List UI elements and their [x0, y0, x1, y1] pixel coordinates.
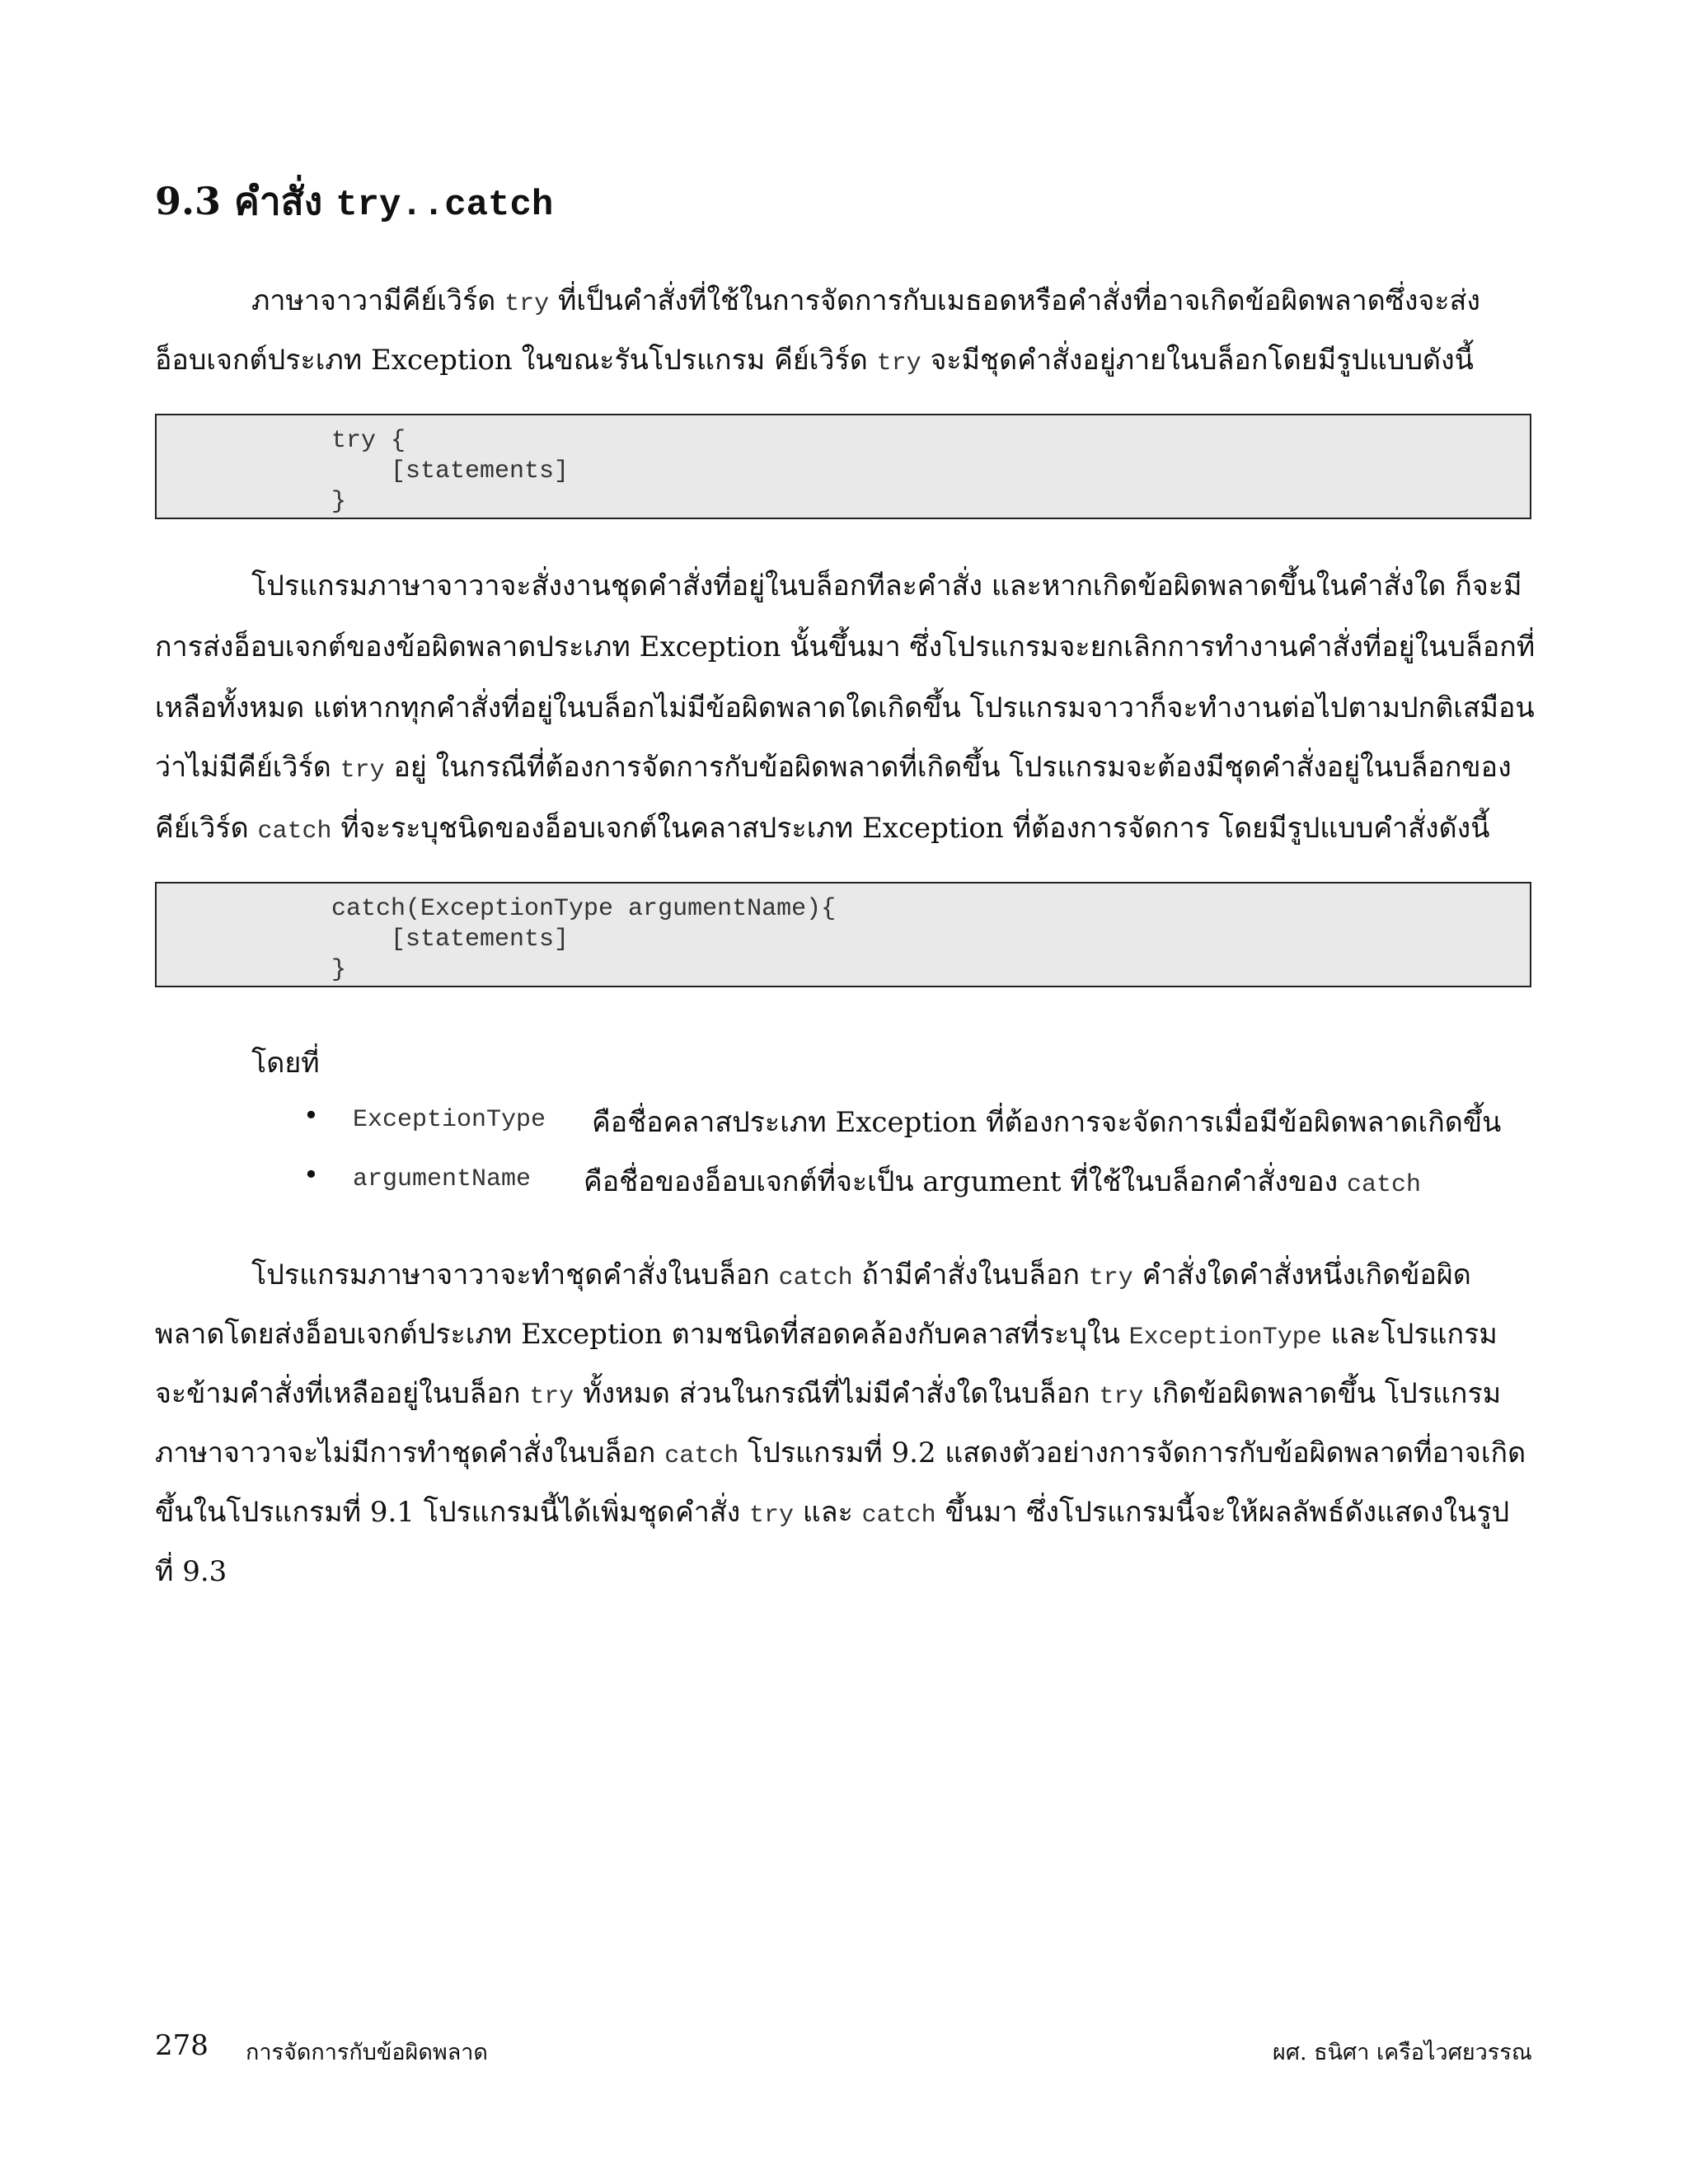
where-label: โดยที่ — [251, 1047, 320, 1080]
bullet-desc — [584, 1159, 1421, 1203]
para3-text: คำสั่งใดคำสั่งหนึ่งเกิดข้อผิด — [1132, 1258, 1471, 1291]
section-heading — [155, 171, 553, 232]
para2-line1: โปรแกรมภาษาจาวาจะสั่งงานชุดคำสั่งที่อยู่ในบล็อกทีละคำสั่ง และหากเกิดข้อผิดพลาดขึ้นในคำสั่งใด ก็จะมี — [251, 569, 1522, 602]
inline-code: try — [876, 349, 921, 377]
page-number: 278 — [155, 2029, 209, 2062]
para2-text: ที่จะระบุชนิดของอ็อบเจกต์ในคลาสประเภท Exception ที่ต้องการจัดการ โดยมีรูปแบบคำสั่งดังนี้ — [331, 812, 1490, 845]
para2-line2: การส่งอ็อบเจกต์ของข้อผิดพลาดประเภท Exception นั้นขึ้นมา ซึ่งโปรแกรมจะยกเลิกการทำงานคำสั่งที่อยู่ในบล็อกที่ — [155, 630, 1536, 663]
code-line: } — [331, 488, 347, 516]
inline-code: catch — [664, 1442, 739, 1470]
code-line: catch(ExceptionType argumentName){ — [331, 895, 837, 923]
inline-code: catch — [257, 818, 332, 846]
footer-chapter-title: การจัดการกับข้อผิดพลาด — [246, 2040, 488, 2065]
code-block-catch — [155, 882, 1531, 987]
para3-line3 — [155, 1377, 1502, 1411]
code-line: [statements] — [331, 926, 570, 954]
para1-text: ที่เป็นคำสั่งที่ใช้ในการจัดการกับเมธอดหรือคำสั่งที่อาจเกิดข้อผิดพลาดซึ่งจะส่ง — [549, 284, 1481, 317]
para2-line5 — [155, 814, 1490, 844]
inline-code: catch — [861, 1502, 936, 1530]
bullet-desc-text: คือชื่อของอ็อบเจกต์ที่จะเป็น argument ที่ใช้ในบล็อกคำสั่งของ — [584, 1165, 1347, 1198]
para3-text: ขึ้นในโปรแกรมที่ 9.1 โปรแกรมนี้ได้เพิ่มชุดคำสั่ง — [155, 1496, 750, 1529]
para1-line2 — [155, 346, 1474, 376]
heading-keyword: try..catch — [335, 185, 554, 226]
bullet-desc-text: คือชื่อคลาสประเภท Exception ที่ต้องการจะจัดการเมื่อมีข้อผิดพลาดเกิดขึ้น — [592, 1106, 1502, 1139]
para2-line3: เหลือทั้งหมด แต่หากทุกคำสั่งที่อยู่ในบล็อกไม่มีข้อผิดพลาดใดเกิดขึ้น โปรแกรมจาวาก็จะทำงานต่อไปตามปกติเสมือน — [155, 691, 1535, 724]
para3-text: โปรแกรมภาษาจาวาจะทำชุดคำสั่งในบล็อก — [251, 1258, 779, 1291]
para3-text: โปรแกรมที่ 9.2 แสดงตัวอย่างการจัดการกับข้อผิดพลาดที่อาจเกิด — [738, 1436, 1526, 1469]
para3-text: และ — [794, 1496, 862, 1529]
code-line: try { — [331, 427, 406, 455]
para3-line4 — [155, 1436, 1526, 1470]
bullet-dot: • — [303, 1099, 319, 1131]
para3-line6: ที่ 9.3 — [155, 1555, 227, 1588]
para3-text: ถ้ามีคำสั่งในบล็อก — [852, 1258, 1089, 1291]
para3-text: ขึ้นมา ซึ่งโปรแกรมนี้จะให้ผลลัพธ์ดังแสดงในรูป — [935, 1496, 1510, 1529]
para1-text: จะมีชุดคำสั่งอยู่ภายในบล็อกโดยมีรูปแบบดังนี้ — [921, 344, 1474, 377]
bullet-dot: • — [303, 1159, 319, 1190]
para3-line1 — [251, 1258, 1471, 1292]
inline-code: try — [504, 290, 550, 318]
para1-line1 — [251, 284, 1481, 318]
para3-text: และโปรแกรม — [1321, 1318, 1498, 1351]
para3-text: พลาดโดยส่งอ็อบเจกต์ประเภท Exception ตามชนิดที่สอดคล้องกับคลาสที่ระบุใน — [155, 1318, 1129, 1351]
para2-text: ว่าไม่มีคีย์เวิร์ด — [155, 751, 340, 784]
para3-text: ทั้งหมด ส่วนในกรณีที่ไม่มีคำสั่งใดในบล็อก — [574, 1377, 1100, 1410]
inline-code: catch — [1346, 1171, 1421, 1199]
bullet-desc — [592, 1099, 1501, 1144]
bullet-term: argumentName — [353, 1165, 532, 1193]
inline-code: try — [1088, 1264, 1133, 1292]
para2-text: อยู่ ในกรณีที่ต้องการจัดการกับข้อผิดพลาดที่เกิดขึ้น โปรแกรมจะต้องมีชุดคำสั่งอยู่ในบล็อกของ — [384, 751, 1512, 784]
para2-text: คีย์เวิร์ด — [155, 812, 258, 845]
inline-code: catch — [778, 1264, 853, 1292]
inline-code: try — [529, 1383, 574, 1411]
bullet-term: ExceptionType — [353, 1106, 546, 1134]
para3-line5 — [155, 1498, 1509, 1528]
para3-text: จะข้ามคำสั่งที่เหลืออยู่ในบล็อก — [155, 1377, 530, 1410]
code-block-try — [155, 414, 1531, 519]
para1-text: อ็อบเจกต์ประเภท Exception ในขณะรันโปรแกรม คีย์เวิร์ด — [155, 344, 877, 377]
inline-code: try — [749, 1502, 795, 1530]
para3-text: เกิดข้อผิดพลาดขึ้น โปรแกรม — [1143, 1377, 1502, 1410]
para1-text: ภาษาจาวามีคีย์เวิร์ด — [251, 284, 505, 317]
inline-code: try — [1099, 1383, 1144, 1411]
code-line: } — [331, 956, 347, 984]
para3-line2 — [155, 1320, 1498, 1350]
footer-author: ผศ. ธนิศา เครือไวศยวรรณ — [1273, 2040, 1532, 2065]
code-line: [statements] — [331, 457, 570, 485]
inline-code: ExceptionType — [1128, 1324, 1322, 1352]
heading-number: 9.3 คำสั่ง — [155, 179, 336, 223]
para3-text: ภาษาจาวาจะไม่มีการทำชุดคำสั่งในบล็อก — [155, 1436, 665, 1469]
inline-code: try — [340, 757, 385, 785]
para2-line4 — [155, 753, 1512, 783]
